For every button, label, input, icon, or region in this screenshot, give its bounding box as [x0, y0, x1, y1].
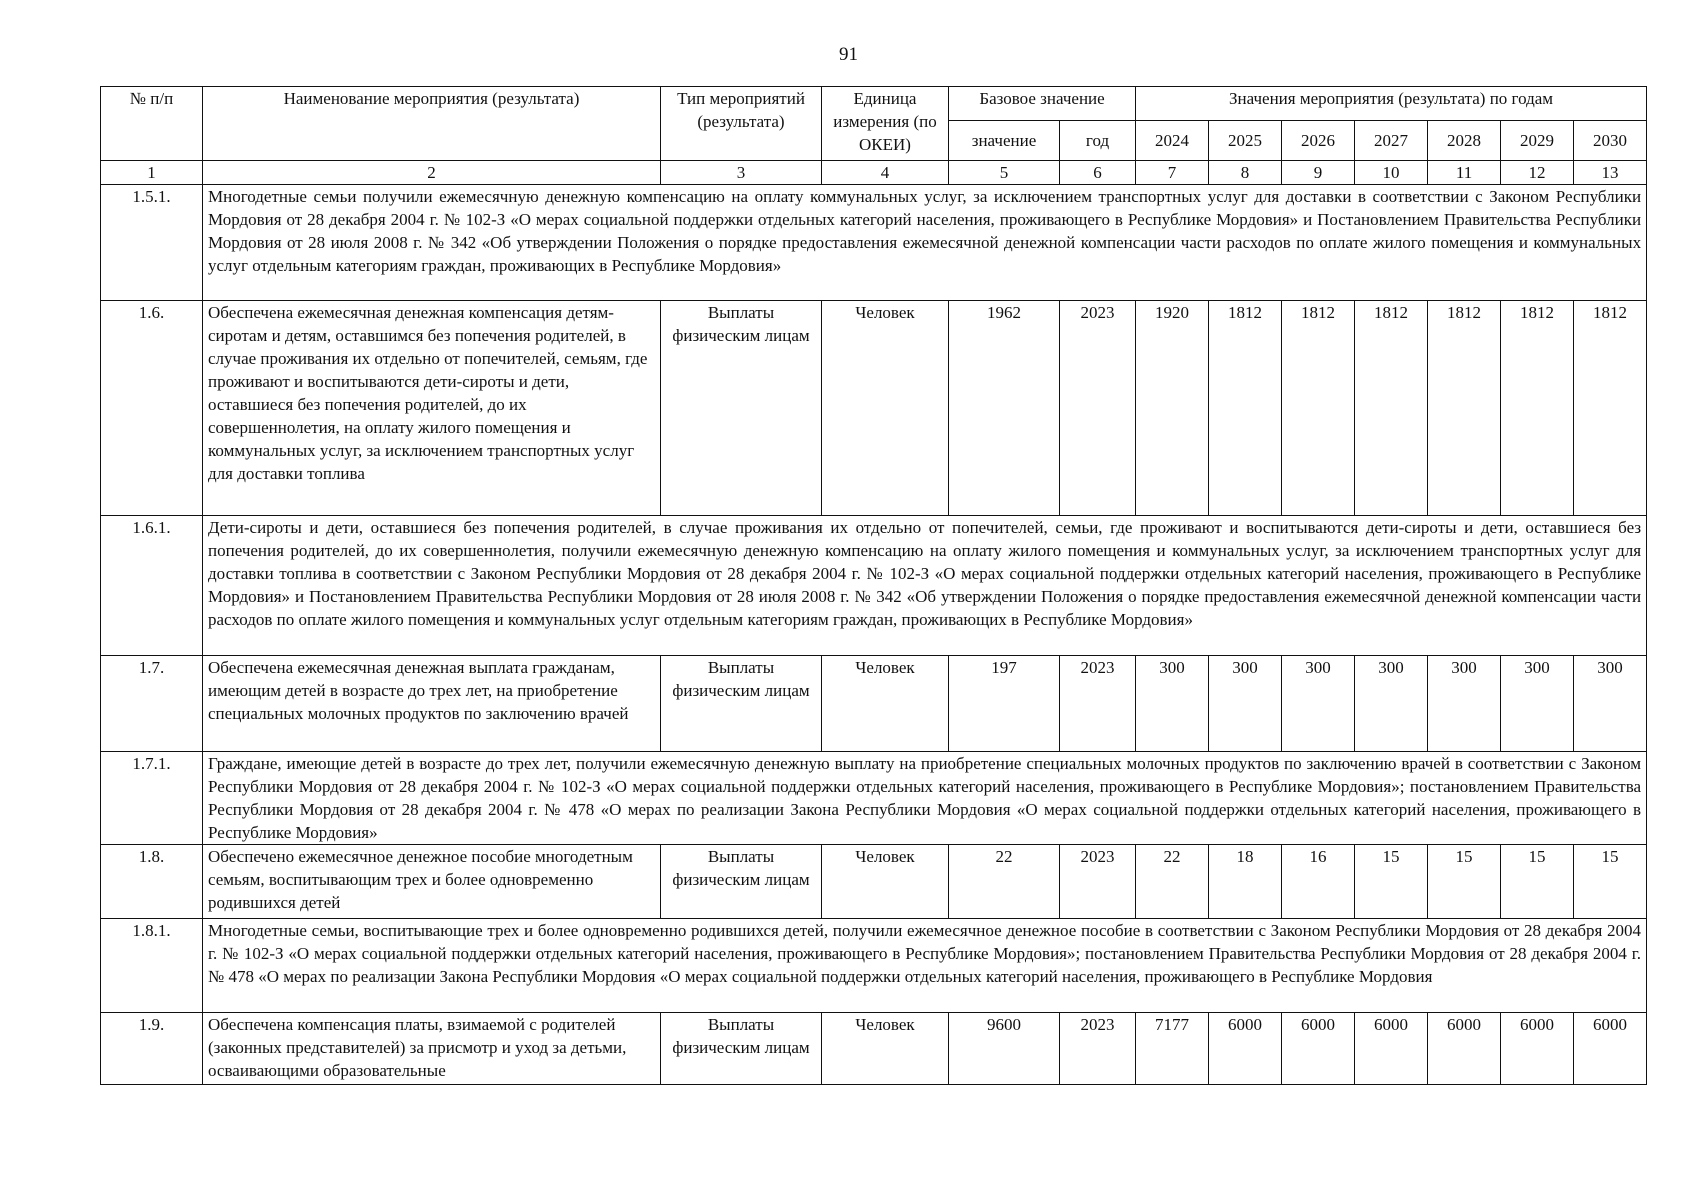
row-base-value: 9600	[949, 1013, 1060, 1085]
column-number: 9	[1282, 161, 1355, 185]
row-base-year: 2023	[1060, 656, 1136, 752]
row-number: 1.7.1.	[101, 752, 203, 845]
row-type: Выплаты физическим лицам	[661, 845, 822, 919]
header-year: 2026	[1282, 121, 1355, 161]
table-row	[101, 752, 1647, 845]
row-year-value: 300	[1501, 656, 1574, 752]
header-year: 2028	[1428, 121, 1501, 161]
row-description: Многодетные семьи, воспитывающие трех и более одновременно родившихся детей, получили ежемесячное денежное пособие в соответствии с Законом Республики Мордовия от 28 декабря 2004 г. № 102-З «О мерах социальной поддержки отдельных категорий населения, проживающего в Республике Мордовия»; постановлением Правительства Республики Мордовия от 28 декабря 2004 г. № 478 «О мерах по реализации Закона Республики Мордовия «О мерах социальной поддержки отдельных категорий населения, проживающего в Республике Мордовия	[203, 919, 1647, 1013]
header-base-year: год	[1060, 121, 1136, 161]
column-number: 11	[1428, 161, 1501, 185]
header-base-value: значение	[949, 121, 1060, 161]
header-num: № п/п	[101, 87, 203, 161]
column-number: 6	[1060, 161, 1136, 185]
header-unit: Единица измерения (по ОКЕИ)	[822, 87, 949, 161]
row-number: 1.5.1.	[101, 185, 203, 301]
header-year: 2029	[1501, 121, 1574, 161]
row-name: Обеспечено ежемесячное денежное пособие многодетным семьям, воспитывающим трех и более одновременно родившихся детей	[203, 845, 661, 919]
column-number: 1	[101, 161, 203, 185]
row-year-value: 1920	[1136, 301, 1209, 516]
row-name: Обеспечена компенсация платы, взимаемой с родителей (законных представителей) за присмотр и уход за детьми, осваивающими образовательные	[203, 1013, 661, 1085]
table-row	[101, 301, 1647, 516]
row-year-value: 15	[1501, 845, 1574, 919]
row-number: 1.8.	[101, 845, 203, 919]
header-type: Тип мероприятий (результата)	[661, 87, 822, 161]
row-year-value: 15	[1355, 845, 1428, 919]
row-year-value: 6000	[1574, 1013, 1647, 1085]
row-description: Дети-сироты и дети, оставшиеся без попечения родителей, в случае проживания их отдельно от попечителей, семьи, где проживают и воспитываются дети-сироты и дети, оставшиеся без попечения родителей, до их совершеннолетия, получили ежемесячную денежную компенсацию на оплату жилого помещения и коммунальных услуг, за исключением транспортных услуг для доставки топлива в соответствии с Законом Республики Мордовия от 28 декабря 2004 г. № 102-З «О мерах социальной поддержки отдельных категорий населения, проживающего в Республике Мордовия» и Постановлением Правительства Республики Мордовия от 28 июля 2008 г. № 342 «Об утверждении Положения о порядке предоставления ежемесячной денежной компенсации части расходов по оплате жилого помещения и коммунальных услуг отдельным категориям граждан, проживающих в Республике Мордовия»	[203, 516, 1647, 656]
row-number: 1.8.1.	[101, 919, 203, 1013]
row-year-value: 6000	[1428, 1013, 1501, 1085]
row-year-value: 300	[1355, 656, 1428, 752]
row-year-value: 300	[1209, 656, 1282, 752]
row-year-value: 1812	[1282, 301, 1355, 516]
header-year: 2030	[1574, 121, 1647, 161]
row-year-value: 16	[1282, 845, 1355, 919]
table-row	[101, 516, 1647, 656]
row-year-value: 300	[1428, 656, 1501, 752]
row-unit: Человек	[822, 301, 949, 516]
row-year-value: 7177	[1136, 1013, 1209, 1085]
column-number: 12	[1501, 161, 1574, 185]
row-type: Выплаты физическим лицам	[661, 1013, 822, 1085]
row-base-value: 22	[949, 845, 1060, 919]
row-unit: Человек	[822, 656, 949, 752]
header-year: 2024	[1136, 121, 1209, 161]
column-number: 2	[203, 161, 661, 185]
measures-table	[100, 86, 1647, 1085]
row-type: Выплаты физическим лицам	[661, 301, 822, 516]
row-number: 1.6.	[101, 301, 203, 516]
table-row	[101, 919, 1647, 1013]
row-year-value: 6000	[1209, 1013, 1282, 1085]
row-type: Выплаты физическим лицам	[661, 656, 822, 752]
table-row	[101, 845, 1647, 919]
row-year-value: 1812	[1574, 301, 1647, 516]
table-row	[101, 185, 1647, 301]
row-number: 1.6.1.	[101, 516, 203, 656]
row-number: 1.9.	[101, 1013, 203, 1085]
header-year: 2027	[1355, 121, 1428, 161]
row-year-value: 1812	[1428, 301, 1501, 516]
row-year-value: 22	[1136, 845, 1209, 919]
row-year-value: 300	[1136, 656, 1209, 752]
row-name: Обеспечена ежемесячная денежная выплата гражданам, имеющим детей в возрасте до трех лет, на приобретение специальных молочных продуктов по заключению врачей	[203, 656, 661, 752]
table-row	[101, 656, 1647, 752]
row-base-value: 1962	[949, 301, 1060, 516]
column-number: 3	[661, 161, 822, 185]
row-year-value: 6000	[1501, 1013, 1574, 1085]
row-year-value: 1812	[1501, 301, 1574, 516]
column-number: 10	[1355, 161, 1428, 185]
row-number: 1.7.	[101, 656, 203, 752]
header-year: 2025	[1209, 121, 1282, 161]
row-year-value: 300	[1574, 656, 1647, 752]
row-year-value: 1812	[1209, 301, 1282, 516]
row-year-value: 15	[1428, 845, 1501, 919]
row-unit: Человек	[822, 845, 949, 919]
column-number: 8	[1209, 161, 1282, 185]
header-base: Базовое значение	[949, 87, 1136, 121]
row-year-value: 18	[1209, 845, 1282, 919]
header-name: Наименование мероприятия (результата)	[203, 87, 661, 161]
row-base-value: 197	[949, 656, 1060, 752]
column-number: 13	[1574, 161, 1647, 185]
table-row	[101, 1013, 1647, 1085]
row-description: Граждане, имеющие детей в возрасте до трех лет, получили ежемесячную денежную выплату на приобретение специальных молочных продуктов по заключению врачей в соответствии с Законом Республики Мордовия от 28 декабря 2004 г. № 102-З «О мерах социальной поддержки отдельных категорий населения, проживающего в Республике Мордовия»; постановлением Правительства Республики Мордовия от 28 декабря 2004 г. № 478 «О мерах по реализации Закона Республики Мордовия «О мерах социальной поддержки отдельных категорий населения, проживающего в Республике Мордовия»	[203, 752, 1647, 845]
header-row-top	[101, 87, 1647, 121]
row-year-value: 1812	[1355, 301, 1428, 516]
row-base-year: 2023	[1060, 845, 1136, 919]
row-unit: Человек	[822, 1013, 949, 1085]
row-year-value: 6000	[1282, 1013, 1355, 1085]
column-number: 5	[949, 161, 1060, 185]
column-number: 7	[1136, 161, 1209, 185]
row-name: Обеспечена ежемесячная денежная компенсация детям-сиротам и детям, оставшимся без попечения родителей, в случае проживания их отдельно от попечителей, семьям, где проживают и воспитываются дети-сироты и дети, оставшиеся без попечения родителей, до их совершеннолетия, на оплату жилого помещения и коммунальных услуг, за исключением транспортных услуг для доставки топлива	[203, 301, 661, 516]
row-description: Многодетные семьи получили ежемесячную денежную компенсацию на оплату коммунальных услуг, за исключением транспортных услуг для доставки в соответствии с Законом Республики Мордовия от 28 декабря 2004 г. № 102-З «О мерах социальной поддержки отдельных категорий населения, проживающего в Республике Мордовия» и Постановлением Правительства Республики Мордовия от 28 июля 2008 г. № 342 «Об утверждении Положения о порядке предоставления ежемесячной денежной компенсации части расходов по оплате жилого помещения и коммунальных услуг отдельным категориям граждан, проживающих в Республике Мордовия»	[203, 185, 1647, 301]
column-numbers-row	[101, 161, 1647, 185]
row-year-value: 15	[1574, 845, 1647, 919]
row-year-value: 6000	[1355, 1013, 1428, 1085]
page-number: 91	[839, 44, 858, 65]
column-number: 4	[822, 161, 949, 185]
row-year-value: 300	[1282, 656, 1355, 752]
row-base-year: 2023	[1060, 301, 1136, 516]
header-values-by-year: Значения мероприятия (результата) по годам	[1136, 87, 1647, 121]
row-base-year: 2023	[1060, 1013, 1136, 1085]
